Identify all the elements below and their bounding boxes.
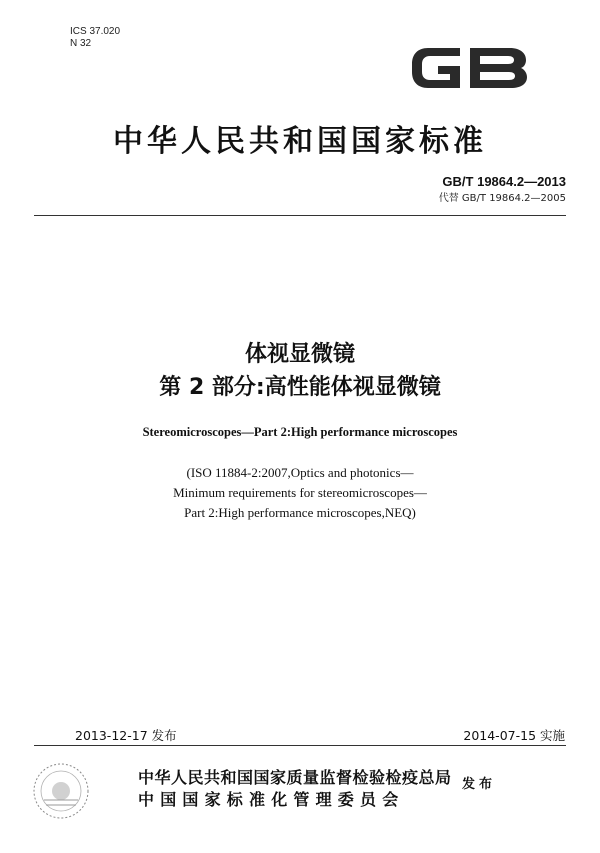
iso-reference-line: (ISO 11884-2:2007,Optics and photonics— xyxy=(186,465,414,480)
iso-reference xyxy=(0,463,600,523)
issuer-sac: 中国国家标准化管理委员会 xyxy=(138,790,405,809)
replaces-standard: 代替 GB/T 19864.2—2005 xyxy=(438,193,566,204)
standard-type-title: 中华人民共和国国家标准 xyxy=(113,124,487,159)
anti-counterfeit-stamp-icon xyxy=(30,760,92,822)
title-chinese-main: 体视显微镜 xyxy=(244,342,355,367)
gb-logo-icon xyxy=(406,40,532,96)
category-code: N 32 xyxy=(70,38,92,49)
header-divider xyxy=(34,215,566,216)
classification-codes xyxy=(70,26,120,50)
iso-reference-line: Part 2:High performance microscopes,NEQ) xyxy=(184,505,416,520)
title-chinese-part: 第 2 部分:高性能体视显微镜 xyxy=(159,375,441,400)
ics-code: ICS 37.020 xyxy=(70,26,121,37)
implementation-date: 2014-07-15 实施 xyxy=(463,728,565,743)
standard-number: GB/T 19864.2—2013 xyxy=(442,174,566,189)
iso-reference-line: Minimum requirements for stereomicroscopes— xyxy=(173,485,427,500)
title-english: Stereomicroscopes—Part 2:High performance microscopes xyxy=(142,425,458,439)
issue-date: 2013-12-17 发布 xyxy=(75,728,177,743)
publish-label: 发布 xyxy=(462,777,497,792)
footer-divider xyxy=(34,745,566,746)
issuer-aqsiq: 中华人民共和国国家质量监督检验检疫总局 xyxy=(138,768,452,787)
